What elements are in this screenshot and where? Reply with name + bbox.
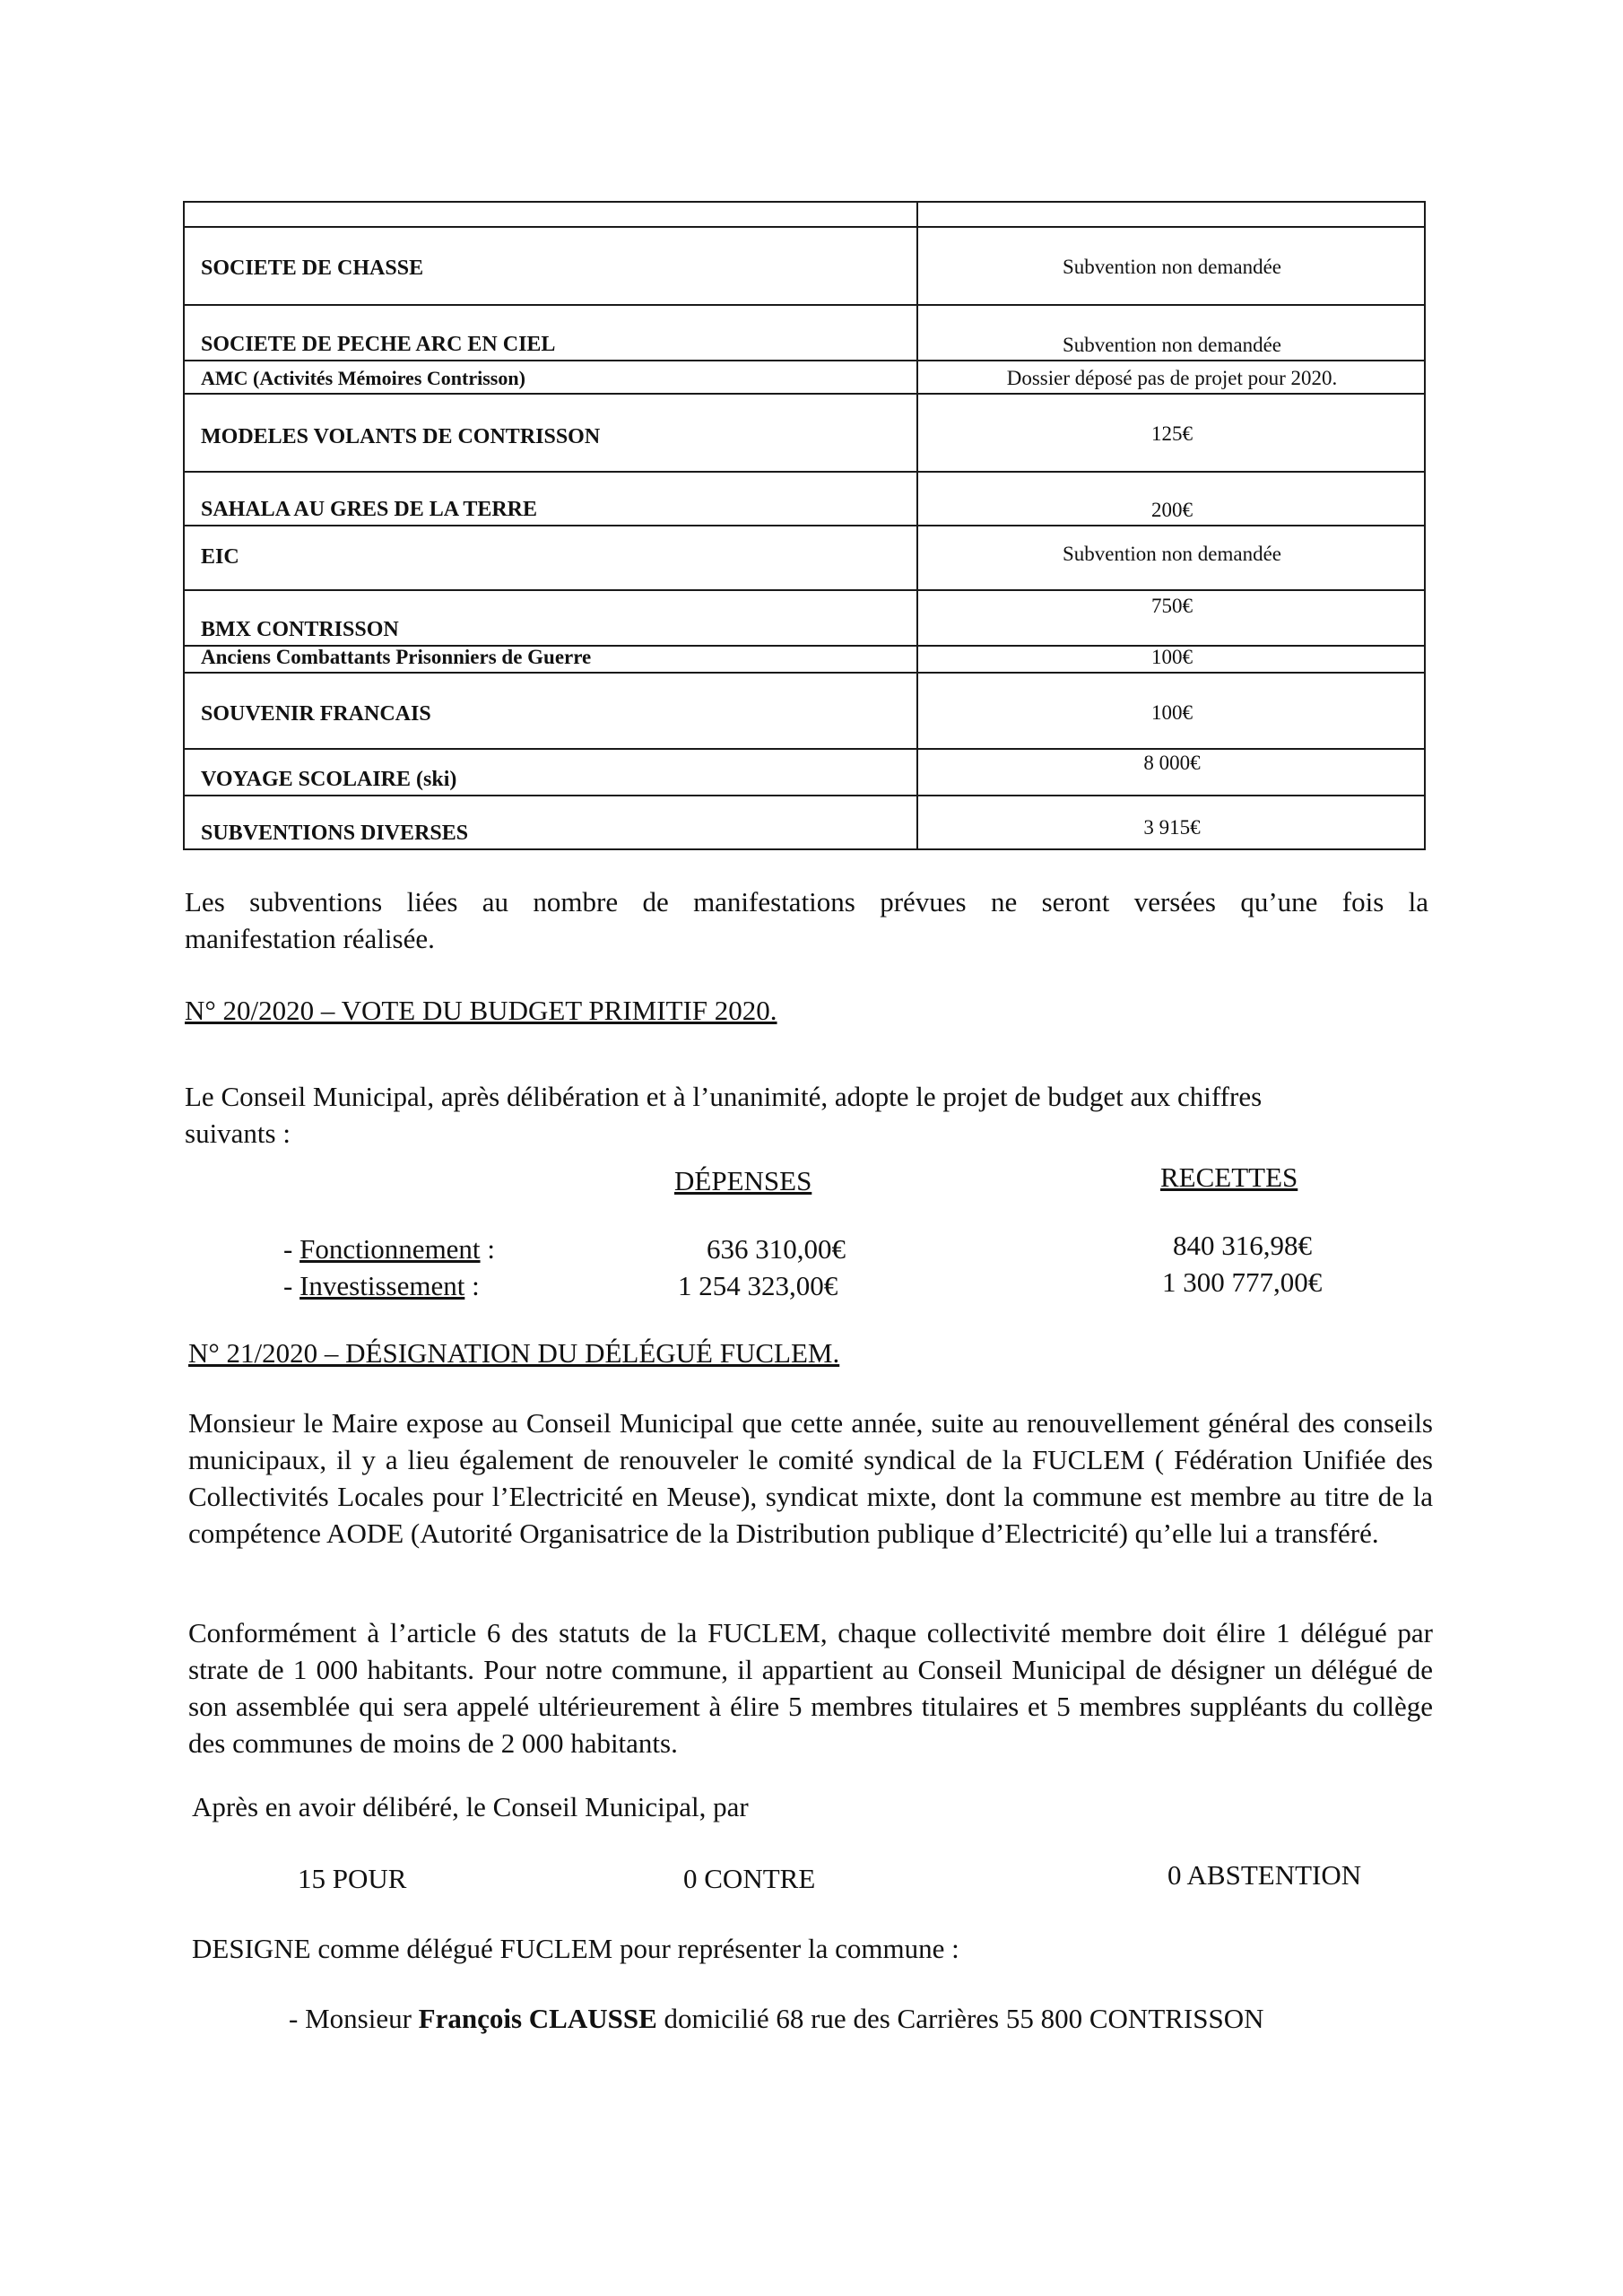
table-row bbox=[183, 473, 1426, 526]
table-row bbox=[183, 395, 1426, 473]
table-row bbox=[183, 591, 1426, 647]
budget-heading: N° 20/2020 – VOTE DU BUDGET PRIMITIF 2020. bbox=[185, 995, 777, 1026]
budget-row-separator: : bbox=[480, 1233, 495, 1265]
association-name: AMC (Activités Mémoires Contrisson) bbox=[201, 367, 525, 389]
delegate-heading: N° 21/2020 – DÉSIGNATION DU DÉLÉGUÉ FUCLEM. bbox=[188, 1337, 840, 1369]
table-row bbox=[183, 361, 1426, 395]
subsidy-value: 750€ bbox=[1151, 595, 1193, 617]
budget-row-separator: : bbox=[464, 1270, 480, 1301]
subsidy-value: 125€ bbox=[1151, 422, 1193, 445]
table-row bbox=[183, 647, 1426, 674]
revenues-column-header: RECETTES bbox=[1160, 1161, 1298, 1193]
budget-row-label: Fonctionnement bbox=[299, 1233, 481, 1265]
delegate-paragraph-2: Conformément à l’article 6 des statuts de la FUCLEM, chaque collectivité membre doit élire 1 délégué par strate de 1 000 habitants. Pour notre commune, il appartient au Conseil Municipal de désigner un délégué de son assemblée qui sera appelé ultérieurement à élire 5 membres titulaires et 5 membres suppléants du collège des communes de moins de 2 000 habitants. bbox=[188, 1617, 1433, 1759]
subsidy-value: Subvention non demandée bbox=[1062, 543, 1281, 565]
association-name: SAHALA AU GRES DE LA TERRE bbox=[201, 498, 537, 521]
subsidy-value: Subvention non demandée bbox=[1062, 256, 1281, 278]
deliberation-text: Après en avoir délibéré, le Conseil Municipal, par bbox=[192, 1791, 749, 1822]
table-row bbox=[183, 750, 1426, 796]
association-name: SOUVENIR FRANCAIS bbox=[201, 702, 431, 726]
vote-against: 0 CONTRE bbox=[683, 1863, 816, 1894]
subsidy-value: 8 000€ bbox=[1143, 752, 1201, 774]
subsidy-value: 200€ bbox=[1151, 499, 1193, 521]
association-name: BMX CONTRISSON bbox=[201, 618, 399, 641]
subsidy-value: 100€ bbox=[1151, 646, 1193, 668]
person-address: domicilié 68 rue des Carrières 55 800 CONTRISSON bbox=[656, 2003, 1264, 2034]
person-name: François CLAUSSE bbox=[418, 2003, 657, 2034]
budget-row-dash: - bbox=[283, 1270, 300, 1301]
budget-investment-expenses: 1 254 323,00€ bbox=[678, 1270, 838, 1301]
budget-intro-line-2: suivants : bbox=[185, 1118, 291, 1149]
vote-abstention: 0 ABSTENTION bbox=[1167, 1859, 1362, 1891]
delegate-paragraph-1: Monsieur le Maire expose au Conseil Municipal que cette année, suite au renouvellement général des conseils municipaux, il y a lieu également de renouveler le comité syndical de la FUCLEM ( Fédération Unifiée des Collectivités Locales pour l’Electricité en Meuse), syndicat mixte, dont la commune est membre au titre de la compétence AODE (Autorité Organisatrice de la Distribution publique d’Electricité) qu’elle lui a transféré. bbox=[188, 1407, 1433, 1549]
budget-row-dash: - bbox=[283, 1233, 300, 1265]
table-row bbox=[183, 526, 1426, 591]
association-name: EIC bbox=[201, 545, 239, 569]
budget-row-operating bbox=[283, 1231, 495, 1267]
subsidy-value: 3 915€ bbox=[1143, 816, 1201, 839]
association-name: SOCIETE DE PECHE ARC EN CIEL bbox=[201, 333, 556, 356]
budget-intro-line-1: Le Conseil Municipal, après délibération et à l’unanimité, adopte le projet de budget aux chiffres bbox=[185, 1081, 1263, 1112]
budget-row-label: Investissement bbox=[299, 1270, 465, 1301]
subsidies-table bbox=[183, 201, 1426, 850]
person-prefix: - Monsieur bbox=[289, 2003, 419, 2034]
table-row bbox=[183, 306, 1426, 361]
table-row bbox=[183, 796, 1426, 850]
budget-operating-revenues: 840 316,98€ bbox=[1173, 1230, 1312, 1261]
expenses-column-header: DÉPENSES bbox=[674, 1165, 812, 1196]
table-row bbox=[183, 203, 1426, 228]
budget-investment-revenues: 1 300 777,00€ bbox=[1162, 1266, 1323, 1298]
association-name: VOYAGE SCOLAIRE (ski) bbox=[201, 768, 457, 791]
designation-text: DESIGNE comme délégué FUCLEM pour représenter la commune : bbox=[192, 1933, 959, 1964]
association-name: MODELES VOLANTS DE CONTRISSON bbox=[201, 425, 601, 448]
vote-for: 15 POUR bbox=[298, 1863, 407, 1894]
subsidy-value: 100€ bbox=[1151, 701, 1193, 724]
table-row bbox=[183, 674, 1426, 750]
table-row bbox=[183, 228, 1426, 306]
association-name: Anciens Combattants Prisonniers de Guerre bbox=[201, 646, 592, 668]
association-name: SOCIETE DE CHASSE bbox=[201, 257, 424, 280]
subsidy-value: Dossier déposé pas de projet pour 2020. bbox=[1006, 367, 1338, 389]
budget-operating-expenses: 636 310,00€ bbox=[707, 1233, 846, 1265]
delegate-person bbox=[289, 2000, 1264, 2037]
association-name: SUBVENTIONS DIVERSES bbox=[201, 822, 469, 845]
subsidy-note-line-1: Les subventions liées au nombre de manifestations prévues ne seront versées qu’une fois la bbox=[185, 886, 1428, 918]
subsidy-note-line-2: manifestation réalisée. bbox=[185, 923, 435, 954]
subsidy-value: Subvention non demandée bbox=[1062, 334, 1281, 356]
budget-row-investment bbox=[283, 1267, 480, 1304]
